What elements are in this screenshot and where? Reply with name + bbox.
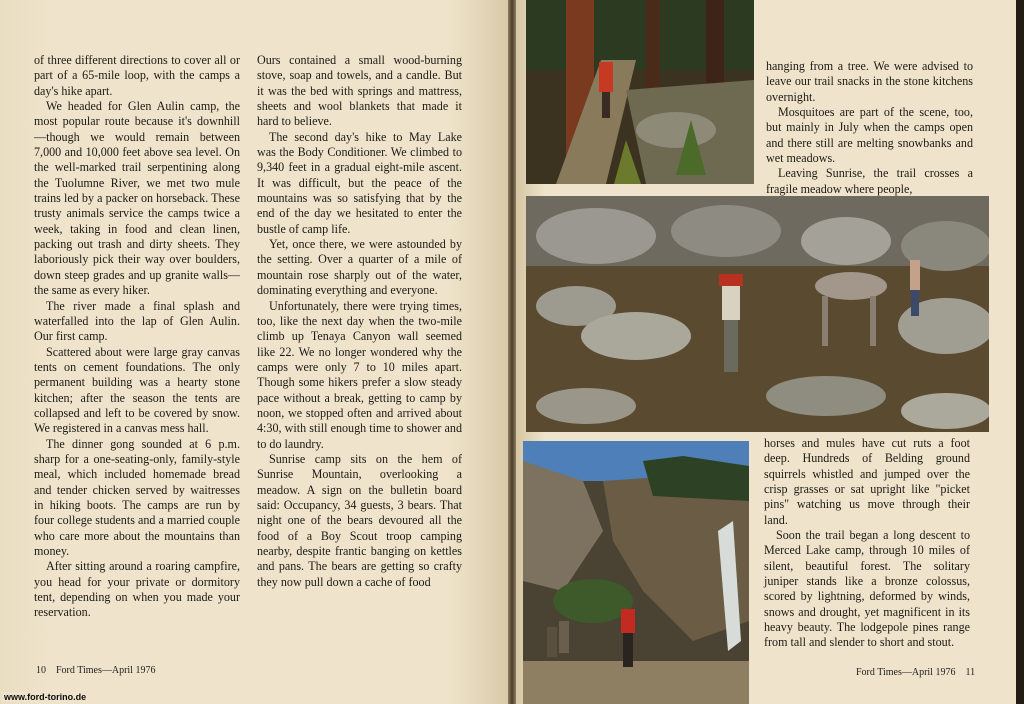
watermark: www.ford-torino.de [4,692,87,702]
paragraph: horses and mules have cut ruts a foot deep. Hundreds of Belding ground squirrels whistled and jumped over the crisp grasses or sat upright like "picket pins" watching us move through their land. [764,436,970,527]
book-spine [508,0,516,704]
paragraph: Mosquitoes are part of the scene, too, but mainly in July when the camps open and there still are melting snowbanks and wet meadows. [766,105,973,166]
paragraph: Ours contained a small wood-burning stove, soap and towels, and a candle. But it was the bed with springs and mattress, sheets and wool blankets that made it hard to believe. [257,53,462,129]
paragraph: We headed for Glen Aulin camp, the most popular route because it's downhill—though we would remain between 7,000 and 10,000 feet above sea level. On the well-marked trail serpentining along the Tuolumne River, we met two mule trains led by a packer on horseback. These trusty animals service the camps twice a week, taking in food and clean linen, packing out trash and dirty sheets. They laboriously pick their way over boulders, down steep grades and up granite walls—the same as every hiker. [34,99,240,298]
photo-hikers-with-mule [526,196,989,432]
paragraph: Leaving Sunrise, the trail crosses a fragile meadow where people, [766,166,973,196]
right-column-bottom [764,436,970,651]
right-column-top [766,59,973,197]
paragraph: Scattered about were large gray canvas tents on cement foundations. The only permanent building was a hearty stone kitchen; after the season the tents are collapsed and left to be covered by snow. We registered in a canvas mess hall. [34,344,240,436]
paragraph: Unfortunately, there were trying times, too, like the next day when the two-mile climb up Tenaya Canyon wall seemed like 22. We no longer wondered why the camps were only 7 to 10 miles apart. Though some hikers prefer a slow steady pace without a break, getting to camp by noon, we stopped often and arrived about 4:30, with still enough time to shower and to do laundry. [257,298,462,451]
left-column-1 [34,53,240,621]
paragraph: The dinner gong sounded at 6 p.m. sharp for a one-seating-only, family-style meal, which included homemade bread and tender chicken served by waitresses in hiking boots. The camps are run by four college students and a married couple who care more about the mountains than money. [34,436,240,558]
publication-line: Ford Times—April 1976 [56,665,156,676]
right-page [516,0,1016,704]
paragraph: hanging from a tree. We were advised to leave our trail snacks in the stone kitchens overnight. [766,59,973,104]
paragraph: The second day's hike to May Lake was the Body Conditioner. We climbed to 9,340 feet in a gradual eight-mile ascent. It was difficult, but the peace of the mountains was so satisfying that by the end of the day we hesitated to enter the bustle of camp life. [257,129,462,236]
page-number: 11 [965,667,976,678]
paragraph: Yet, once there, we were astounded by the setting. Over a quarter of a mile of mountain rose sharply out of the water, dominating everything and everyone. [257,237,462,298]
paragraph: Sunrise camp sits on the hem of Sunrise Mountain, overlooking a meadow. A sign on the bulletin board said: Occupancy, 34 guests, 3 bears. That night one of the bears devoured all the food of a Boy Scout troop camping nearby, despite frantic banging on kettles and pans. The bears are getting so crafty they now pull down a cache of food [257,451,462,589]
photo-hiker-on-bridge [526,0,754,184]
photo-waterfall-hikers [523,441,749,704]
paragraph: Soon the trail began a long descent to Merced Lake camp, through 10 miles of silent, beautiful forest. The solitary juniper stands like a bronze colossus, scored by lightning, deformed by winds, snows and drought, yet magnificent in its heavy beauty. The lodgepole pines range from tall and slender to short and stout. [764,528,970,650]
publication-line: Ford Times—April 1976 [856,667,956,678]
page-number: 10 [36,665,46,676]
page-edge [1016,0,1024,704]
left-page [0,0,508,704]
page-footer-left [36,665,155,676]
paragraph: After sitting around a roaring campfire, you head for your private or dormitory tent, depending on when you made your reservation. [34,559,240,620]
page-footer-right [856,667,975,678]
paragraph: of three different directions to cover all or part of a 65-mile loop, with the camps a day's hike apart. [34,53,240,98]
left-column-2 [257,53,462,590]
paragraph: The river made a final splash and waterfalled into the lap of Glen Aulin. Our first camp. [34,298,240,344]
